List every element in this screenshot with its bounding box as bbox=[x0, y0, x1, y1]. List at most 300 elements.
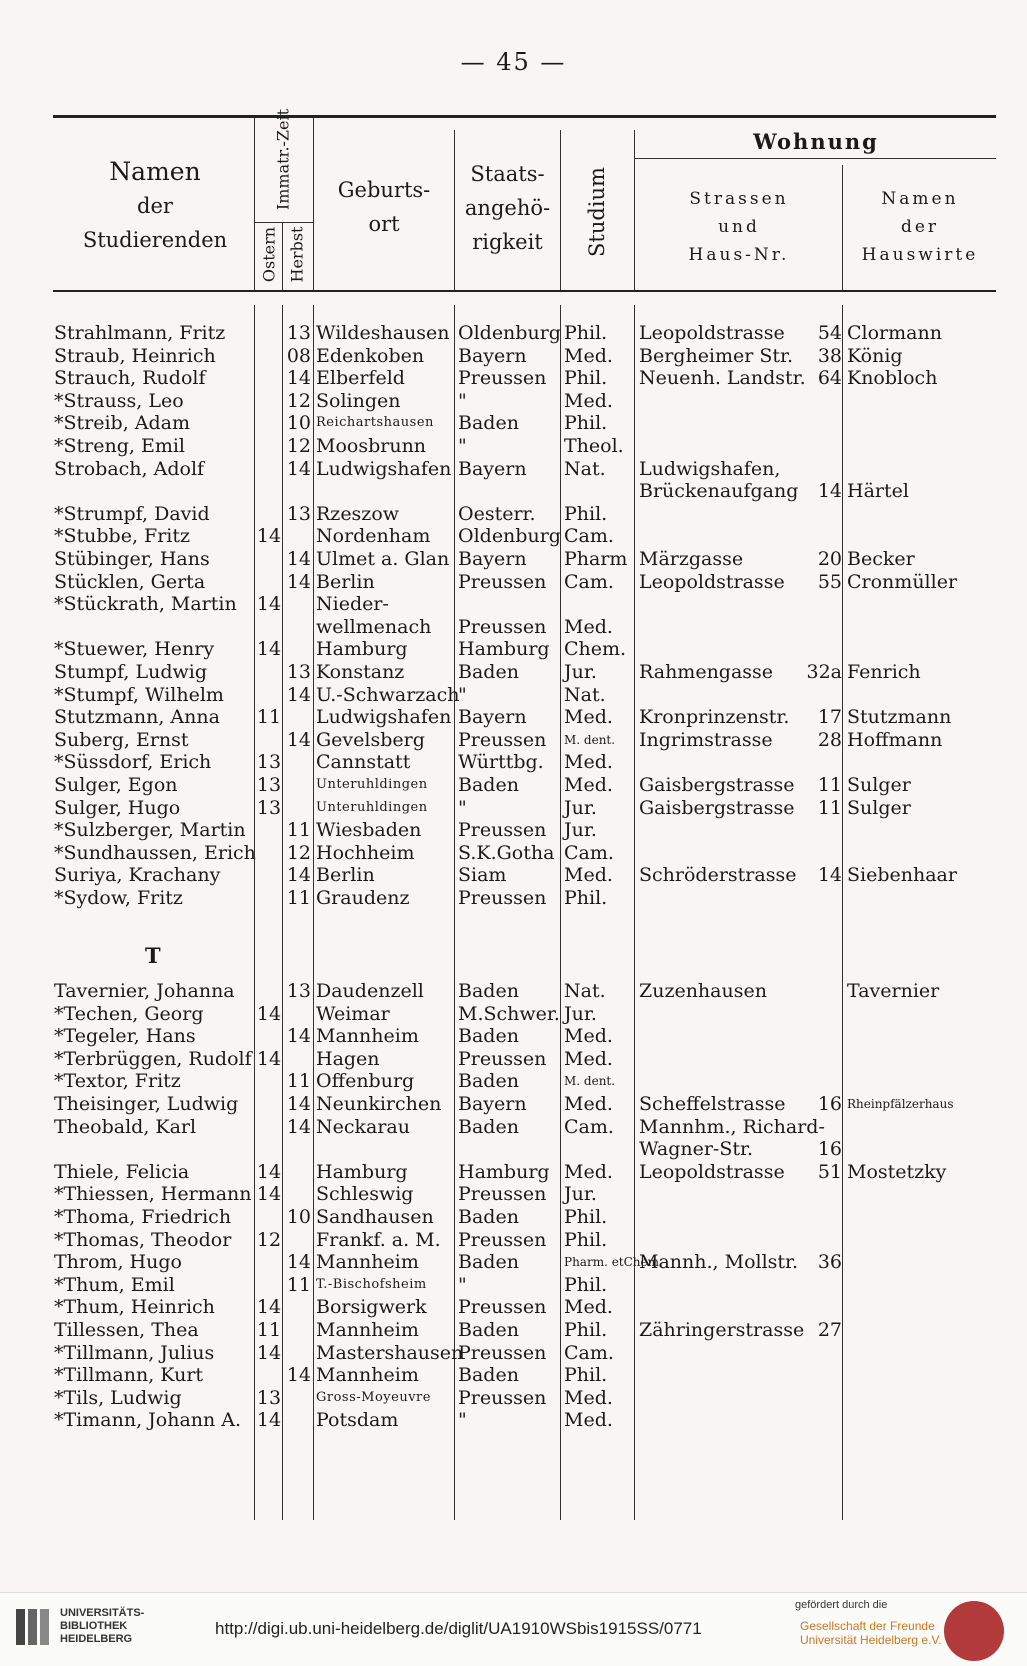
cell-name: *Streib, Adam bbox=[54, 412, 191, 435]
table-top-rule bbox=[53, 115, 996, 118]
cell-str: Zuzenhausen bbox=[639, 980, 767, 1002]
cell-staat: Baden bbox=[458, 774, 519, 796]
cell-staat: " bbox=[458, 1409, 467, 1432]
cell-wirt: Cronmüller bbox=[847, 570, 958, 593]
cell-name: *Tils, Ludwig bbox=[54, 1386, 182, 1409]
cell-num: 20 bbox=[817, 548, 842, 570]
section-letter-t: T bbox=[145, 943, 161, 968]
cell-stud: Cam. bbox=[564, 570, 614, 593]
cell-geb: Mannheim bbox=[316, 1251, 419, 1274]
cell-herb: 14 bbox=[286, 1364, 311, 1387]
cell-herb: 14 bbox=[286, 457, 311, 480]
cell-name: *Sydow, Fritz bbox=[54, 887, 183, 909]
cell-str: Ludwigshafen, bbox=[639, 457, 781, 480]
cell-geb: Konstanz bbox=[316, 661, 405, 683]
cell-herb: 08 bbox=[286, 344, 311, 367]
cell-geb: Ludwigshafen bbox=[316, 706, 452, 729]
cell-geb: Borsigwerk bbox=[316, 1296, 427, 1319]
cell-stud: Med. bbox=[564, 706, 613, 729]
cell-staat: S.K.Gotha bbox=[458, 841, 555, 864]
cell-name: *Terbrüggen, Rudolf bbox=[54, 1047, 252, 1070]
cell-geb: Ludwigshafen bbox=[316, 457, 452, 480]
cell-herb: 14 bbox=[286, 1251, 311, 1274]
cell-herb: 13 bbox=[286, 502, 311, 525]
cell-stud: M. dent. bbox=[564, 1074, 616, 1089]
cell-name: *Tillmann, Kurt bbox=[54, 1364, 204, 1387]
table-row bbox=[0, 797, 1027, 819]
table-row bbox=[0, 412, 1027, 434]
cell-stud: Nat. bbox=[564, 457, 606, 480]
cell-stud: Phil. bbox=[564, 1273, 608, 1296]
cell-stud: Chem. bbox=[564, 638, 627, 661]
cell-num: 14 bbox=[817, 864, 842, 887]
cell-staat: Oldenburg bbox=[458, 322, 561, 344]
cell-geb: Berlin bbox=[316, 864, 375, 887]
cell-staat: Bayern bbox=[458, 548, 527, 570]
cell-ost: 13 bbox=[256, 1386, 282, 1409]
cell-str: Mannh., Mollstr. bbox=[639, 1251, 799, 1274]
header-names: Namen der Studierenden bbox=[82, 157, 228, 252]
cell-geb: T.-Bischofsheim bbox=[316, 1276, 427, 1292]
cell-herb: 14 bbox=[286, 1115, 311, 1138]
cell-wirt: Hoffmann bbox=[847, 728, 943, 751]
table-row bbox=[0, 706, 1027, 728]
cell-wirt: Siebenhaar bbox=[847, 864, 957, 887]
table-row bbox=[0, 390, 1027, 412]
footer bbox=[0, 1592, 1027, 1666]
cell-ost: 12 bbox=[256, 1228, 282, 1251]
table-row bbox=[0, 571, 1027, 593]
cell-staat: Hamburg bbox=[458, 638, 550, 661]
table-row bbox=[0, 1251, 1027, 1273]
table-row bbox=[0, 774, 1027, 796]
cell-geb: Unteruhldingen bbox=[316, 777, 428, 792]
cell-herb: 11 bbox=[286, 1273, 311, 1296]
cell-ost: 14 bbox=[256, 1409, 282, 1432]
cell-ost: 14 bbox=[256, 1047, 282, 1070]
cell-geb: Nordenham bbox=[316, 525, 431, 548]
cell-geb: Unteruhldingen bbox=[316, 799, 428, 815]
cell-geb: Nieder- bbox=[316, 593, 389, 616]
cell-geb: Elberfeld bbox=[316, 367, 405, 390]
cell-staat: Preussen bbox=[458, 819, 547, 842]
cell-wirt: Stutzmann bbox=[847, 706, 952, 729]
cell-name: Sulger, Hugo bbox=[54, 796, 181, 819]
cell-name: Stutzmann, Anna bbox=[54, 706, 220, 729]
table-row bbox=[0, 638, 1027, 660]
cell-staat: Baden bbox=[458, 1319, 519, 1341]
cell-herb: 11 bbox=[286, 1070, 311, 1093]
cell-num: 32a bbox=[806, 661, 842, 683]
cell-name: Strauch, Rudolf bbox=[54, 367, 206, 390]
cell-ost: 11 bbox=[256, 1319, 282, 1341]
cell-num: 36 bbox=[817, 1251, 842, 1274]
table-row bbox=[0, 367, 1027, 389]
cell-geb: Berlin bbox=[316, 570, 375, 593]
table-row bbox=[0, 1342, 1027, 1364]
cell-str: Märzgasse bbox=[639, 548, 744, 570]
cell-stud: Jur. bbox=[564, 1183, 597, 1206]
society-name: Gesellschaft der Freunde Universität Heidelberg e.V. bbox=[800, 1619, 942, 1647]
table-row bbox=[0, 1161, 1027, 1183]
cell-name: *Sundhaussen, Erich bbox=[54, 841, 256, 864]
cell-stud: Phil. bbox=[564, 367, 608, 390]
cell-stud: Theol. bbox=[564, 435, 624, 457]
cell-herb: 12 bbox=[286, 435, 311, 457]
cell-stud: Jur. bbox=[564, 796, 597, 819]
header-divider bbox=[254, 118, 255, 290]
cell-geb: Solingen bbox=[316, 389, 401, 412]
table-row bbox=[0, 1003, 1027, 1025]
cell-staat: Baden bbox=[458, 980, 519, 1002]
cell-stud: Phil. bbox=[564, 1319, 608, 1341]
cell-name: Thiele, Felicia bbox=[54, 1160, 190, 1183]
cell-ost: 14 bbox=[256, 1002, 282, 1025]
cell-stud: Cam. bbox=[564, 1341, 614, 1364]
cell-stud: Pharm bbox=[564, 548, 628, 570]
cell-staat: " bbox=[458, 435, 467, 457]
cell-name: Straub, Heinrich bbox=[54, 344, 216, 367]
cell-ost: 14 bbox=[256, 1183, 282, 1206]
cell-stud: Nat. bbox=[564, 980, 606, 1002]
cell-herb: 12 bbox=[286, 389, 311, 412]
cell-staat: Bayern bbox=[458, 1093, 527, 1115]
table-row bbox=[0, 1296, 1027, 1318]
table-row bbox=[0, 887, 1027, 909]
cell-str: Schröderstrasse bbox=[639, 864, 797, 887]
table-row bbox=[0, 1319, 1027, 1341]
header-wohnung: Wohnung bbox=[753, 129, 879, 154]
cell-staat: Hamburg bbox=[458, 1160, 550, 1183]
cell-herb: 14 bbox=[286, 1093, 311, 1115]
header-divider bbox=[560, 130, 561, 290]
cell-herb: 13 bbox=[286, 980, 311, 1002]
cell-staat: Baden bbox=[458, 1115, 519, 1138]
cell-stud: Jur. bbox=[564, 661, 597, 683]
cell-name: *Süssdorf, Erich bbox=[54, 751, 212, 774]
cell-stud: Jur. bbox=[564, 1002, 597, 1025]
cell-staat: Preussen bbox=[458, 728, 547, 751]
cell-geb: Mannheim bbox=[316, 1319, 419, 1341]
header-studium: Studium bbox=[585, 167, 609, 257]
table-row bbox=[0, 819, 1027, 841]
cell-name: Theobald, Karl bbox=[54, 1115, 197, 1138]
page-number: — 45 — bbox=[460, 48, 567, 76]
table-row bbox=[0, 458, 1027, 480]
cell-ost: 13 bbox=[256, 751, 282, 774]
library-name: UNIVERSITÄTS- BIBLIOTHEK HEIDELBERG bbox=[60, 1607, 145, 1645]
cell-staat: Württbg. bbox=[458, 751, 544, 774]
cell-herb: 12 bbox=[286, 841, 311, 864]
cell-name: *Stubbe, Fritz bbox=[54, 525, 191, 548]
header-herbst: Herbst bbox=[287, 226, 307, 283]
cell-stud: Jur. bbox=[564, 819, 597, 842]
cell-str: Leopoldstrasse bbox=[639, 1160, 785, 1183]
cell-staat: Preussen bbox=[458, 1183, 547, 1206]
cell-geb: Gross-Moyeuvre bbox=[316, 1389, 431, 1405]
cell-geb: U.-Schwarzach bbox=[316, 683, 460, 706]
cell-stud: Phil. bbox=[564, 1364, 608, 1387]
cell-stud: Med. bbox=[564, 751, 613, 774]
cell-name: *Sulzberger, Martin bbox=[54, 819, 246, 842]
cell-herb: 14 bbox=[286, 367, 311, 390]
cell-str: Scheffelstrasse bbox=[639, 1093, 786, 1115]
cell-str: Neuenh. Landstr. bbox=[639, 367, 806, 390]
cell-num: 54 bbox=[817, 322, 842, 344]
cell-geb: Ulmet a. Glan bbox=[316, 548, 450, 570]
cell-wirt: Sulger bbox=[847, 796, 911, 819]
cell-geb: wellmenach bbox=[316, 615, 432, 638]
cell-geb: Hamburg bbox=[316, 1160, 408, 1183]
cell-str: Leopoldstrasse bbox=[639, 322, 785, 344]
cell-staat: Baden bbox=[458, 412, 519, 435]
cell-herb: 11 bbox=[286, 887, 311, 909]
cell-staat: Bayern bbox=[458, 344, 527, 367]
cell-stud: Nat. bbox=[564, 683, 606, 706]
cell-wirt: Sulger bbox=[847, 774, 911, 796]
cell-str: Rahmengasse bbox=[639, 661, 774, 683]
cell-geb: Potsdam bbox=[316, 1409, 399, 1432]
cell-staat: Baden bbox=[458, 1070, 519, 1093]
cell-wirt: Fenrich bbox=[847, 661, 921, 683]
cell-staat: Bayern bbox=[458, 457, 527, 480]
cell-geb: Wiesbaden bbox=[316, 819, 422, 842]
cell-name: Sulger, Egon bbox=[54, 774, 178, 796]
cell-herb: 10 bbox=[286, 1206, 311, 1228]
table-row bbox=[0, 1183, 1027, 1205]
cell-str: Mannhm., Richard- bbox=[639, 1115, 825, 1138]
cell-staat: M.Schwer. bbox=[458, 1002, 560, 1025]
cell-staat: " bbox=[458, 683, 467, 706]
cell-staat: Preussen bbox=[458, 1341, 547, 1364]
cell-name: *Thum, Heinrich bbox=[54, 1296, 215, 1319]
cell-geb: Cannstatt bbox=[316, 751, 411, 774]
table-row bbox=[0, 842, 1027, 864]
cell-staat: Preussen bbox=[458, 367, 547, 390]
cell-stud: Med. bbox=[564, 1025, 613, 1048]
cell-stud: Cam. bbox=[564, 1115, 614, 1138]
cell-staat: Preussen bbox=[458, 1386, 547, 1409]
header-divider bbox=[313, 118, 314, 290]
header-staat: Staats- angehö- rigkeit bbox=[464, 162, 551, 254]
cell-num: 11 bbox=[817, 796, 842, 819]
cell-stud: Cam. bbox=[564, 841, 614, 864]
cell-geb: Mannheim bbox=[316, 1025, 419, 1048]
cell-geb: Gevelsberg bbox=[316, 728, 425, 751]
cell-herb: 14 bbox=[286, 548, 311, 570]
cell-name: *Textor, Fritz bbox=[54, 1070, 181, 1093]
header-divider bbox=[842, 165, 843, 290]
cell-stud: Med. bbox=[564, 615, 613, 638]
cell-staat: Baden bbox=[458, 1025, 519, 1048]
table-row bbox=[0, 1048, 1027, 1070]
cell-herb: 10 bbox=[286, 412, 311, 435]
cell-geb: Neckarau bbox=[316, 1115, 410, 1138]
cell-herb: 14 bbox=[286, 683, 311, 706]
cell-stud: Phil. bbox=[564, 412, 608, 435]
cell-name: Tavernier, Johanna bbox=[54, 980, 235, 1002]
cell-num: 38 bbox=[817, 344, 842, 367]
cell-geb: Schleswig bbox=[316, 1183, 414, 1206]
cell-geb: Mannheim bbox=[316, 1364, 419, 1387]
cell-name: Stücklen, Gerta bbox=[54, 570, 206, 593]
cell-name: Suberg, Ernst bbox=[54, 728, 189, 751]
cell-num: 17 bbox=[817, 706, 842, 729]
cell-name: *Thum, Emil bbox=[54, 1273, 175, 1296]
header-hauswirte: Namen der Hauswirte bbox=[861, 189, 979, 265]
cell-str: Ingrimstrasse bbox=[639, 728, 773, 751]
cell-num: 51 bbox=[817, 1160, 842, 1183]
table-row bbox=[0, 525, 1027, 547]
cell-herb: 14 bbox=[286, 864, 311, 887]
cell-name: *Techen, Georg bbox=[54, 1002, 204, 1025]
cell-staat: Preussen bbox=[458, 570, 547, 593]
cell-stud: M. dent. bbox=[564, 732, 616, 747]
cell-geb: Daudenzell bbox=[316, 980, 424, 1002]
cell-stud: Phil. bbox=[564, 1206, 608, 1228]
table-row bbox=[0, 345, 1027, 367]
header-immatr: Immatr.-Zeit bbox=[273, 108, 293, 211]
cell-geb: Mastershausen bbox=[316, 1341, 464, 1364]
cell-ost: 14 bbox=[256, 1296, 282, 1319]
cell-stud: Med. bbox=[564, 864, 613, 887]
source-url[interactable]: http://digi.ub.uni-heidelberg.de/diglit/UA1910WSbis1915SS/0771 bbox=[215, 1619, 702, 1638]
cell-staat: Baden bbox=[458, 1364, 519, 1387]
cell-staat: Preussen bbox=[458, 1047, 547, 1070]
cell-str: Gaisbergstrasse bbox=[639, 774, 795, 796]
cell-num: 28 bbox=[817, 728, 842, 751]
cell-wirt: Becker bbox=[847, 548, 915, 570]
cell-name: *Timann, Johann A. bbox=[54, 1409, 242, 1432]
cell-stud: Med. bbox=[564, 774, 613, 796]
header-strassen: Strassen und Haus-Nr. bbox=[688, 189, 790, 265]
cell-str: Zähringerstrasse bbox=[639, 1319, 805, 1341]
cell-str: Brückenaufgang bbox=[639, 480, 799, 503]
cell-staat: Baden bbox=[458, 1206, 519, 1228]
funding-note: gefördert durch die bbox=[795, 1599, 888, 1611]
cell-num: 64 bbox=[817, 367, 842, 390]
cell-geb: Sandhausen bbox=[316, 1206, 434, 1228]
cell-stud: Med. bbox=[564, 389, 613, 412]
cell-stud: Pharm. etChem. bbox=[564, 1255, 663, 1270]
cell-name: *Thomas, Theodor bbox=[54, 1228, 232, 1251]
cell-stud: Med. bbox=[564, 1160, 613, 1183]
cell-geb: Moosbrunn bbox=[316, 435, 427, 457]
table-row bbox=[0, 593, 1027, 615]
table-row bbox=[0, 1229, 1027, 1251]
cell-str: Wagner-Str. bbox=[639, 1138, 754, 1161]
header-divider bbox=[634, 130, 635, 290]
cell-name: *Stumpf, Wilhelm bbox=[54, 683, 224, 706]
cell-name: *Strauss, Leo bbox=[54, 389, 184, 412]
header-divider bbox=[282, 222, 283, 290]
cell-herb: 14 bbox=[286, 570, 311, 593]
cell-stud: Phil. bbox=[564, 502, 608, 525]
cell-ost: 14 bbox=[256, 638, 282, 661]
header-geburtsort: Geburts- ort bbox=[337, 178, 431, 236]
cell-stud: Phil. bbox=[564, 887, 608, 909]
cell-ost: 14 bbox=[256, 525, 282, 548]
cell-stud: Cam. bbox=[564, 525, 614, 548]
table-row bbox=[0, 616, 1027, 638]
cell-str: Kronprinzenstr. bbox=[639, 706, 790, 729]
table-row bbox=[0, 864, 1027, 886]
cell-staat: " bbox=[458, 389, 467, 412]
table-row bbox=[0, 548, 1027, 570]
cell-name: *Stückrath, Martin bbox=[54, 593, 237, 616]
cell-stud: Med. bbox=[564, 1296, 613, 1319]
cell-num: 27 bbox=[817, 1319, 842, 1341]
cell-num: 14 bbox=[817, 480, 842, 503]
cell-staat: " bbox=[458, 1273, 467, 1296]
header-ostern: Ostern bbox=[259, 226, 279, 283]
cell-ost: 14 bbox=[256, 593, 282, 616]
cell-geb: Graudenz bbox=[316, 887, 410, 909]
cell-wirt: Mostetzky bbox=[847, 1160, 947, 1183]
library-logo-icon bbox=[14, 1607, 52, 1647]
cell-staat: Preussen bbox=[458, 615, 547, 638]
cell-wirt: Härtel bbox=[847, 480, 909, 503]
cell-str: Gaisbergstrasse bbox=[639, 796, 795, 819]
table-row bbox=[0, 1070, 1027, 1092]
cell-name: Suriya, Krachany bbox=[54, 864, 221, 887]
cell-geb: Edenkoben bbox=[316, 344, 425, 367]
cell-staat: Oesterr. bbox=[458, 502, 536, 525]
cell-geb: Rzeszow bbox=[316, 502, 400, 525]
cell-geb: Hamburg bbox=[316, 638, 408, 661]
cell-stud: Phil. bbox=[564, 1228, 608, 1251]
cell-name: *Stuewer, Henry bbox=[54, 638, 215, 661]
table-row bbox=[0, 322, 1027, 344]
table-row bbox=[0, 751, 1027, 773]
cell-staat: Oldenburg bbox=[458, 525, 561, 548]
cell-num: 11 bbox=[817, 774, 842, 796]
cell-name: Strobach, Adolf bbox=[54, 457, 205, 480]
cell-stud: Med. bbox=[564, 1093, 613, 1115]
cell-geb: Offenburg bbox=[316, 1070, 415, 1093]
cell-name: Tillessen, Thea bbox=[54, 1319, 199, 1341]
cell-staat: Bayern bbox=[458, 706, 527, 729]
table-row bbox=[0, 1025, 1027, 1047]
cell-stud: Med. bbox=[564, 1386, 613, 1409]
table-row bbox=[0, 480, 1027, 502]
cell-ost: 14 bbox=[256, 1160, 282, 1183]
cell-ost: 11 bbox=[256, 706, 282, 729]
cell-stud: Med. bbox=[564, 1047, 613, 1070]
cell-geb: Frankf. a. M. bbox=[316, 1228, 441, 1251]
table-row bbox=[0, 1206, 1027, 1228]
cell-name: *Streng, Emil bbox=[54, 435, 185, 457]
cell-num: 16 bbox=[817, 1138, 842, 1161]
cell-herb: 14 bbox=[286, 1025, 311, 1048]
table-row bbox=[0, 1138, 1027, 1160]
cell-str: Leopoldstrasse bbox=[639, 570, 785, 593]
cell-wirt: König bbox=[847, 344, 903, 367]
cell-ost: 14 bbox=[256, 1341, 282, 1364]
university-seal-icon bbox=[944, 1601, 1004, 1661]
cell-geb: Reichartshausen bbox=[316, 415, 434, 431]
cell-geb: Weimar bbox=[316, 1002, 390, 1025]
cell-name: *Strumpf, David bbox=[54, 502, 210, 525]
cell-str: Bergheimer Str. bbox=[639, 344, 794, 367]
table-row bbox=[0, 1274, 1027, 1296]
cell-geb: Wildeshausen bbox=[316, 322, 450, 344]
cell-herb: 13 bbox=[286, 661, 311, 683]
cell-staat: Preussen bbox=[458, 1228, 547, 1251]
table-row bbox=[0, 1093, 1027, 1115]
cell-staat: Siam bbox=[458, 864, 507, 887]
cell-name: *Thoma, Friedrich bbox=[54, 1206, 232, 1228]
